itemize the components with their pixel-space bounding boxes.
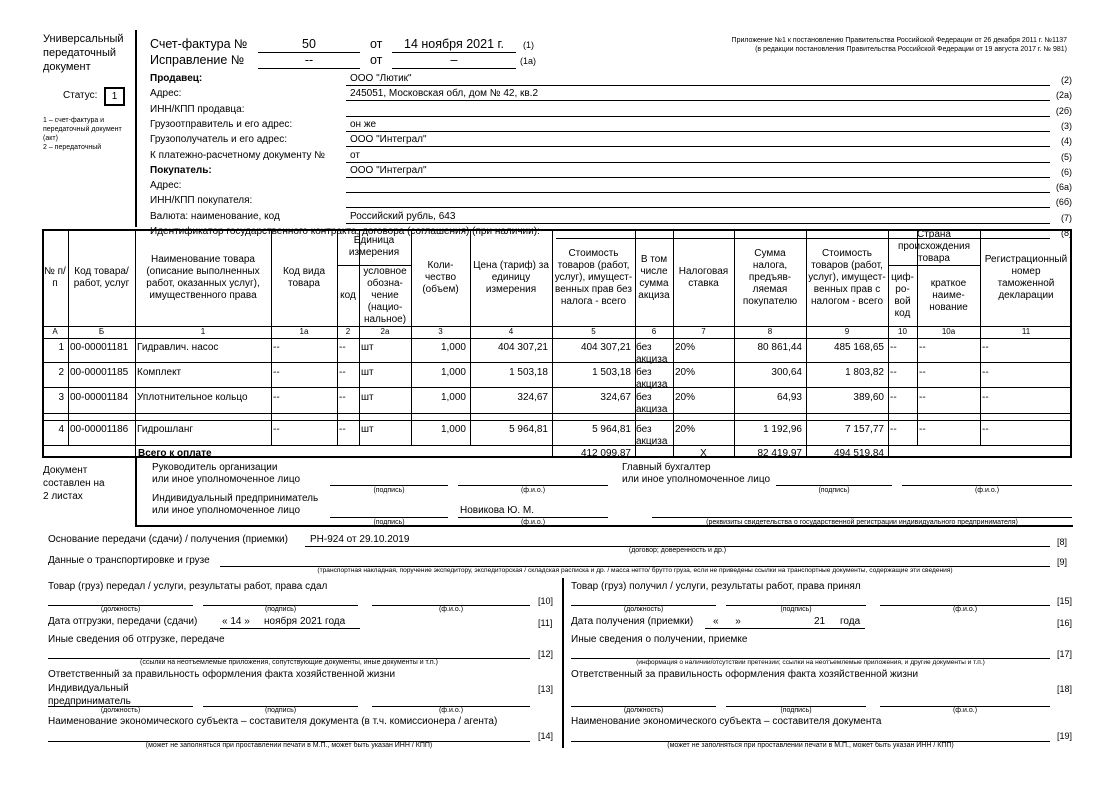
basis-caption: (договор; доверенность и др.) <box>628 547 727 554</box>
table-row-line <box>42 338 1072 339</box>
header-row-line <box>346 85 1050 86</box>
row-country-code: -- <box>890 392 897 403</box>
status-note <box>43 116 122 152</box>
column-header <box>135 229 271 326</box>
invoice-label: Счет-фактура № <box>150 37 248 51</box>
row-cost: 5 964,81 <box>592 424 631 435</box>
r-post-caption: (должность) <box>623 606 664 613</box>
head-label-line: Руководитель организации <box>152 462 278 473</box>
column-header-text: код <box>340 289 356 301</box>
correction-date-line <box>392 68 516 69</box>
code-12: [12] <box>538 649 554 659</box>
total-tax: 82 419,97 <box>757 448 802 459</box>
header-row-line <box>346 223 1050 224</box>
invoice-number: 50 <box>302 37 316 51</box>
column-header-text: Сумма налога, предъяв- ляемая покупателю <box>742 247 798 307</box>
ship-month: ноября <box>264 616 298 627</box>
doc-title-line: документ <box>43 61 91 73</box>
r-sign-caption: (подпись) <box>780 606 812 613</box>
row-name: Гидравлич. насос <box>137 342 219 353</box>
column-header-text: Коли- чество (объем) <box>422 259 459 295</box>
header-row-value: ООО "Интеграл" <box>350 134 427 146</box>
correction-label: Исправление № <box>150 53 245 67</box>
invoice-ot: от <box>370 37 383 51</box>
ip-sign-caption: (подпись) <box>373 519 405 526</box>
row-tax: 1 192,96 <box>763 424 802 435</box>
column-header <box>806 229 888 326</box>
row-rate: 20% <box>675 367 696 378</box>
column-header <box>888 229 980 265</box>
row-excise: без акциза <box>636 342 668 365</box>
header-row-label: Продавец: <box>150 73 203 84</box>
header-row-value: от <box>350 149 360 161</box>
code-11: [11] <box>538 618 553 628</box>
head-fio-line <box>458 485 608 486</box>
appendix-note <box>732 36 1067 54</box>
received-label: Товар (груз) получил / услуги, результаты работ, права принял <box>571 581 861 592</box>
row-country-name: -- <box>919 424 926 435</box>
status-label: Статус: <box>63 90 98 101</box>
row-name: Уплотнительное кольцо <box>137 392 248 403</box>
ship-day: « 14 » <box>222 616 250 627</box>
ip-req-line <box>652 517 1072 518</box>
ip-label-line: Индивидуальный предприниматель <box>152 493 319 504</box>
head-label <box>152 462 300 486</box>
row-kind: -- <box>273 367 280 378</box>
doc-title-line: Универсальный <box>43 33 124 45</box>
accountant-label-line: или иное уполномоченное лицо <box>622 474 771 485</box>
row-price: 5 964,81 <box>509 424 548 435</box>
header-row-value: ООО "Лютик" <box>350 73 412 84</box>
transport-caption: (транспортная накладная, поручение экспедитору, экспедиторская / складская расписка и др. / масса нетто/ брутто груза, если не приведены ссылки на транспортные документы, содержащие эти сведения) <box>317 567 953 574</box>
ip-fio-caption: (ф.и.о.) <box>520 519 546 526</box>
r2-sign-caption: (подпись) <box>780 707 812 714</box>
column-index: 5 <box>591 327 596 336</box>
row-country-code: -- <box>890 342 897 353</box>
header-row-code: (4) <box>1061 136 1072 147</box>
header-row-value: ООО "Интеграл" <box>350 164 427 176</box>
ip-fio-line <box>458 517 608 518</box>
code-17: [17] <box>1057 649 1073 659</box>
l2-post-caption: (должность) <box>100 707 141 714</box>
l2-sign-caption: (подпись) <box>264 707 297 714</box>
head-sign-caption: (подпись) <box>373 487 405 494</box>
header-row-label: Грузоотправитель и его адрес: <box>150 118 293 130</box>
r-fio-caption: (ф.и.о.) <box>952 606 978 613</box>
column-header-text: Наименование товара (описание выполненных работ, оказанных услуг), имущественного права <box>146 253 260 301</box>
row-declaration: -- <box>982 367 989 378</box>
table-row-line <box>42 420 1072 421</box>
ship-date-label: Дата отгрузки, передачи (сдачи) <box>48 616 198 627</box>
column-header-text: условное обозна- чение (нацио- нальное) <box>363 265 407 325</box>
column-header <box>980 229 1072 326</box>
code-16: [16] <box>1057 618 1073 628</box>
header-row-label: ИНН/КПП покупателя: <box>150 195 253 207</box>
row-unit-name: шт <box>361 392 374 403</box>
row-rate: 20% <box>675 424 696 435</box>
header-row-code: (2) <box>1061 75 1072 85</box>
header-row-label: Покупатель: <box>150 164 212 176</box>
status-value: 1 <box>104 87 125 106</box>
doc-sheets-line: составлен на <box>43 478 105 489</box>
row-unit-code: -- <box>339 342 346 353</box>
row-name: Гидрошланг <box>137 424 193 435</box>
appendix-line: (в редакции постановления Правительства Российской Федерации от 19 августа 2017 г. № 981) <box>755 46 1067 53</box>
column-header <box>917 265 980 326</box>
column-header <box>68 229 135 326</box>
column-header <box>359 265 411 326</box>
transport-label: Данные о транспортировке и грузе <box>48 555 210 566</box>
header-row-label: ИНН/КПП продавца: <box>150 103 245 115</box>
row-cost: 1 503,18 <box>592 367 631 378</box>
column-header-text: Налоговая ставка <box>678 265 729 289</box>
recv-date-line <box>705 628 865 629</box>
column-header-text: Код товара/ работ, услуг <box>73 265 130 289</box>
column-header <box>42 229 68 326</box>
row-country-code: -- <box>890 424 897 435</box>
row-kind: -- <box>273 424 280 435</box>
recv-date-label: Дата получения (приемки) <box>571 616 694 627</box>
row-name: Комплект <box>137 367 182 378</box>
correction-code: (1а) <box>520 56 537 66</box>
column-header-text: циф- ро- вой код <box>891 271 914 319</box>
ship-date-line <box>220 628 360 629</box>
row-unit-name: шт <box>361 342 374 353</box>
row-rate: 20% <box>675 392 696 403</box>
total-sum: 494 519,84 <box>833 448 884 459</box>
left-divider <box>135 30 137 227</box>
header-row-label: Валюта: наименование, код <box>150 210 280 222</box>
status-note-line: передаточный документ <box>43 126 122 133</box>
row-unit-name: шт <box>361 367 374 378</box>
l-post-caption: (должность) <box>100 606 141 613</box>
row-number: 2 <box>58 367 64 378</box>
header-row-code: (7) <box>1061 212 1072 223</box>
status-note-line: 1 – счет-фактура и <box>43 117 105 124</box>
column-header-text: № п/п <box>44 265 66 289</box>
l-resp-who-line: предприниматель <box>48 696 131 707</box>
row-country-name: -- <box>919 392 926 403</box>
header-row-label: Адрес: <box>150 180 182 192</box>
r-resp-label: Ответственный за правильность оформления факта хозяйственной жизни <box>571 669 919 680</box>
row-code: 00-00001186 <box>70 424 129 435</box>
invoice-code: (1) <box>523 40 534 50</box>
sign-divider <box>135 458 137 525</box>
header-row-line <box>346 131 1050 132</box>
header-row-label: Идентификатор государственного контракта, договора (соглашения) (при наличии): <box>150 226 540 237</box>
row-declaration: -- <box>982 424 989 435</box>
recv-god: года <box>840 616 861 627</box>
column-header-text: Стоимость товаров (работ, услуг), имущест- венных прав с налогом - всего <box>808 247 886 307</box>
column-header <box>673 229 734 326</box>
column-header <box>337 265 359 326</box>
ship-year: 2021 года <box>300 616 346 627</box>
row-price: 404 307,21 <box>497 342 548 353</box>
ip-label-line: или иное уполномоченное лицо <box>152 505 301 516</box>
table-row-line <box>42 387 1072 388</box>
header-row-value: 245051, Московская обл, дом № 42, кв.2 <box>350 88 539 100</box>
header-row-line <box>346 100 1050 101</box>
row-code: 00-00001181 <box>70 342 129 353</box>
acc-fio-line <box>902 485 1072 486</box>
ip-label <box>152 493 318 517</box>
column-index: 10а <box>941 327 956 336</box>
header-row-code: (5) <box>1061 151 1072 162</box>
head-sign-line <box>330 485 448 486</box>
l-other-caption: (ссылки на неотъемлемые приложения, сопутствующие документы, иные документы и т.п.) <box>139 659 438 666</box>
ip-name: Новикова Ю. М. <box>460 505 535 516</box>
row-total: 7 157,77 <box>845 424 884 435</box>
column-header-text: Цена (тариф) за единицу измерения <box>473 259 549 295</box>
doc-sheets-line: Документ <box>43 465 88 476</box>
accountant-label <box>622 462 770 486</box>
transfer-divider <box>562 578 564 748</box>
basis-code: [8] <box>1057 537 1068 547</box>
doc-sheets <box>43 464 105 503</box>
row-code: 00-00001185 <box>70 367 129 378</box>
row-cost: 404 307,21 <box>580 342 631 353</box>
r-other-label: Иные сведения о получении, приемке <box>571 634 748 645</box>
correction-number: -- <box>304 53 314 67</box>
l-fio-caption: (ф.и.о.) <box>438 606 464 613</box>
row-country-name: -- <box>919 342 926 353</box>
head-label-line: или иное уполномоченное лицо <box>152 474 301 485</box>
row-excise: без акциза <box>636 367 668 390</box>
row-unit-code: -- <box>339 392 346 403</box>
column-index: 1 <box>200 327 206 336</box>
row-cost: 324,67 <box>600 392 631 403</box>
header-row-label: К платежно-расчетному документу № <box>150 149 326 161</box>
row-tax: 80 861,44 <box>757 342 802 353</box>
column-header <box>552 229 635 326</box>
column-header <box>470 229 552 326</box>
r-entity-caption: (может не заполняться при проставлении печати в М.П., может быть указан ИНН / КПП) <box>667 742 954 749</box>
column-header <box>734 229 806 326</box>
code-15: [15] <box>1057 596 1073 606</box>
column-index: 1а <box>299 327 309 336</box>
header-row-line <box>346 207 1050 208</box>
total-excise: X <box>700 448 707 459</box>
row-tax: 64,93 <box>776 392 802 403</box>
header-row-line <box>346 192 1050 193</box>
column-header-text: В том числе сумма акциза <box>638 253 670 301</box>
column-index: 3 <box>438 327 443 336</box>
table-row-line <box>42 413 1072 414</box>
code-13: [13] <box>538 684 554 694</box>
column-header-text: Регистрационный номер таможенной декларации <box>984 253 1068 301</box>
row-qty: 1,000 <box>440 367 466 378</box>
header-row-code: (2а) <box>1055 90 1072 101</box>
row-qty: 1,000 <box>440 424 466 435</box>
column-header-text: Код вида товара <box>282 265 326 289</box>
row-rate: 20% <box>675 342 696 353</box>
table-row-line <box>42 362 1072 363</box>
column-header-text: Страна происхождения товара <box>897 229 971 264</box>
acc-fio-caption: (ф.и.о.) <box>974 487 1000 494</box>
row-declaration: -- <box>982 392 989 403</box>
r-entity-label: Наименование экономического субъекта – составителя документа <box>571 716 882 727</box>
row-kind: -- <box>273 392 280 403</box>
row-country-code: -- <box>890 367 897 378</box>
correction-ot: от <box>370 53 383 67</box>
recv-year: 21 <box>814 616 826 627</box>
r2-fio-caption: (ф.и.о.) <box>952 707 978 714</box>
row-declaration: -- <box>982 342 989 353</box>
column-index: А <box>52 327 58 336</box>
column-index: 9 <box>844 327 850 336</box>
status-note-line: (акт) <box>43 135 58 142</box>
row-code: 00-00001184 <box>70 392 129 403</box>
recv-day: « » <box>713 616 741 627</box>
row-number: 3 <box>58 392 64 403</box>
doc-title-line: передаточный <box>43 47 117 59</box>
l-entity-caption: (может не заполняться при проставлении печати в М.П., может быть указан ИНН / КПП) <box>145 742 433 749</box>
column-header <box>888 265 917 326</box>
l-entity-label: Наименование экономического субъекта – составителя документа (в т.ч. комиссионера / агента) <box>48 716 498 727</box>
r2-post-caption: (должность) <box>623 707 664 714</box>
transferred-label: Товар (груз) передал / услуги, результаты работ, права сдал <box>48 581 328 592</box>
appendix-line: Приложение №1 к постановлению Правительства Российской Федерации от 26 декабря 2011 г. №1137 <box>731 37 1067 44</box>
total-label: Всего к оплате <box>138 448 212 459</box>
column-index: 8 <box>767 327 773 336</box>
table-row-line <box>42 445 1072 446</box>
l2-fio-caption: (ф.и.о.) <box>438 707 464 714</box>
row-number: 4 <box>58 424 64 435</box>
ip-req-caption: (реквизиты свидетельства о государственной регистрации индивидуального предпринимателя) <box>706 519 1018 526</box>
basis-label: Основание передачи (сдачи) / получения (приемки) <box>48 534 288 545</box>
column-index: 11 <box>1021 327 1031 336</box>
correction-date: – <box>450 53 458 67</box>
column-index: 4 <box>508 327 514 336</box>
head-fio-caption: (ф.и.о.) <box>520 487 546 494</box>
l-resp-who <box>48 682 131 708</box>
column-header <box>271 229 337 326</box>
doc-title <box>43 32 124 74</box>
total-cost: 412 099,87 <box>580 448 631 459</box>
row-kind: -- <box>273 342 280 353</box>
basis-value: РН-924 от 29.10.2019 <box>310 534 410 545</box>
row-total: 485 168,65 <box>833 342 884 353</box>
column-header-text: Единица измерения <box>348 235 400 258</box>
row-tax: 300,64 <box>771 367 802 378</box>
table-col-line <box>888 445 889 458</box>
column-header <box>337 229 411 265</box>
header-row-line <box>346 177 1050 178</box>
column-header-text: краткое наиме- нование <box>929 277 968 313</box>
r-other-caption: (информация о наличии/отсутствии претензии; ссылки на неотъемлемые приложения, и другие документы и т.п.) <box>636 659 985 666</box>
row-number: 1 <box>58 342 64 353</box>
accountant-label-line: Главный бухгалтер <box>622 462 711 473</box>
column-index: 10 <box>898 327 907 336</box>
code-14: [14] <box>538 731 554 741</box>
header-row-line <box>346 146 1050 147</box>
column-header <box>411 229 470 326</box>
column-index: Б <box>98 327 105 336</box>
row-unit-name: шт <box>361 424 374 435</box>
row-total: 389,60 <box>853 392 884 403</box>
row-qty: 1,000 <box>440 342 466 353</box>
column-header-text: Стоимость товаров (работ, услуг), имущест- венных прав без налога - всего <box>554 247 633 307</box>
header-row-label: Грузополучатель и его адрес: <box>150 134 287 146</box>
column-index: 2а <box>380 327 390 336</box>
l-other-label: Иные сведения об отгрузке, передаче <box>48 634 225 645</box>
code-10: [10] <box>538 596 554 606</box>
header-row-label: Адрес: <box>150 88 182 100</box>
header-row-line <box>346 162 1050 163</box>
transport-code: [9] <box>1057 557 1068 567</box>
row-total: 1 803,82 <box>845 367 884 378</box>
ip-sign-line <box>330 517 448 518</box>
header-row-code: (6) <box>1061 166 1072 177</box>
column-index: 2 <box>345 327 351 336</box>
header-row-code: (2б) <box>1055 105 1072 116</box>
header-row-code: (3) <box>1061 120 1072 131</box>
code-19: [19] <box>1057 731 1073 741</box>
column-index: 7 <box>701 327 706 336</box>
column-header <box>635 229 673 326</box>
column-index: 6 <box>651 327 657 336</box>
invoice-date: 14 ноября 2021 г. <box>404 37 504 51</box>
header-row-line <box>346 116 1050 117</box>
acc-sign-caption: (подпись) <box>818 487 850 494</box>
l-resp-label: Ответственный за правильность оформления факта хозяйственной жизни <box>48 669 396 680</box>
row-price: 324,67 <box>517 392 548 403</box>
l-resp-who-line: Индивидуальный <box>48 683 129 694</box>
row-qty: 1,000 <box>440 392 466 403</box>
doc-sheets-line: 2 листах <box>43 491 83 502</box>
row-unit-code: -- <box>339 424 346 435</box>
header-row-code: (8) <box>1061 228 1072 238</box>
header-row-code: (6а) <box>1055 182 1072 193</box>
row-country-name: -- <box>919 367 926 378</box>
row-unit-code: -- <box>339 367 346 378</box>
header-row-value: Российский рубль, 643 <box>350 210 456 222</box>
correction-number-line <box>258 68 360 69</box>
code-18: [18] <box>1057 684 1073 694</box>
row-price: 1 503,18 <box>509 367 548 378</box>
table-col-line <box>135 445 136 458</box>
l-sign-caption: (подпись) <box>264 606 297 613</box>
header-row-code: (6б) <box>1055 197 1072 208</box>
row-excise: без акциза <box>636 424 668 447</box>
acc-sign-line <box>776 485 892 486</box>
status-note-line: 2 – передаточный <box>43 144 102 151</box>
header-row-value: он же <box>350 118 377 130</box>
row-excise: без акциза <box>636 392 668 415</box>
